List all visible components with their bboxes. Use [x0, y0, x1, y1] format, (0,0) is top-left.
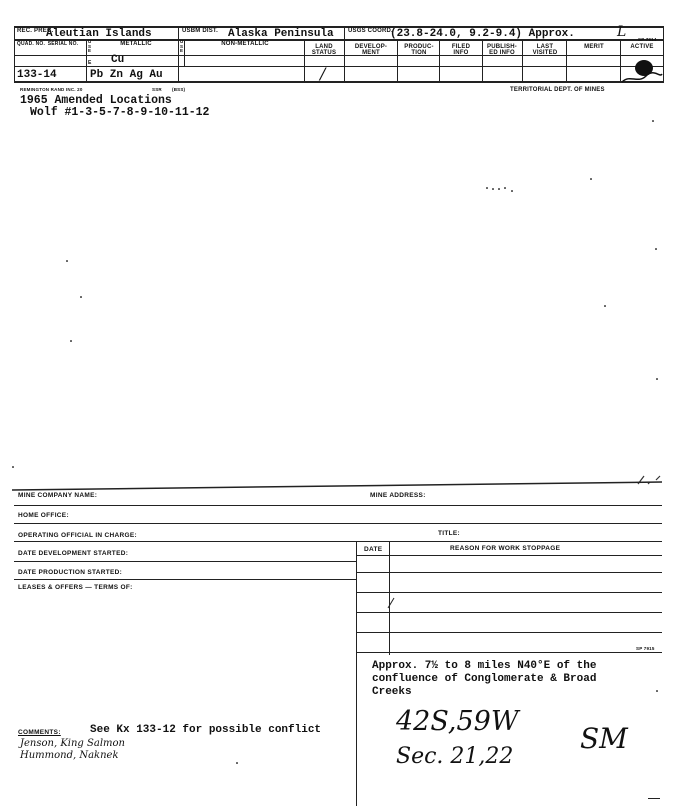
- date-col-header: DATE: [364, 546, 383, 553]
- speck: [498, 188, 500, 190]
- comments-hand-1: Jenson, King Salmon: [20, 738, 125, 749]
- leases-offers-label: LEASES & OFFERS — TERMS OF:: [18, 584, 133, 591]
- col-production: PRODUC-TION: [404, 44, 434, 56]
- metallic-main-value: Pb Zn Ag Au: [90, 69, 163, 81]
- speck: [656, 378, 658, 380]
- active-scribble: [620, 56, 664, 86]
- reason-col-header: REASON FOR WORK STOPPAGE: [450, 545, 561, 552]
- bottom-right-stub: [648, 798, 660, 799]
- rec-prec-value: Aleutian Islands: [46, 28, 152, 40]
- operating-official-label: OPERATING OFFICIAL IN CHARGE:: [18, 532, 137, 539]
- date-prod-started-label: DATE PRODUCTION STARTED:: [18, 569, 123, 576]
- note-line-2: Wolf #1-3-5-7-8-9-10-11-12: [30, 106, 210, 119]
- rule-home-office-top: [14, 505, 662, 506]
- header-vline-1: [14, 26, 15, 82]
- col-land-status: LAND STATUS: [311, 44, 337, 56]
- header-block: [14, 26, 664, 96]
- col-development: DEVELOP-MENT: [354, 44, 388, 56]
- home-office-label: HOME OFFICE:: [18, 512, 69, 519]
- usbm-dist-value: Alaska Peninsula: [228, 28, 334, 40]
- header-vline-3: [178, 26, 179, 82]
- speck: [656, 690, 658, 692]
- speck: [604, 305, 606, 307]
- ssr-label: SSR: [152, 87, 162, 92]
- speck: [236, 762, 238, 764]
- col-use-code-2: U S E: [180, 39, 184, 53]
- header-vline-11: [566, 39, 567, 82]
- speck: [652, 120, 654, 122]
- usgs-coord-label: USGS COORD.: [348, 28, 393, 34]
- rule-dev-bottom: [14, 561, 356, 562]
- usbm-dist-label: USBM DIST.: [182, 28, 219, 34]
- use-letter-e1: E: [88, 60, 92, 66]
- metallic-top-value: Cu: [111, 54, 125, 66]
- stoppage-row-rule-4: [356, 632, 662, 633]
- speck: [492, 188, 494, 190]
- form-number-2: SP 7915: [636, 646, 655, 651]
- printer-label: REMINGTON RAND INC. 20: [20, 87, 83, 92]
- col-quad-no: QUAD. NO.: [16, 41, 46, 47]
- location-line-3: Creeks: [372, 686, 412, 698]
- stoppage-tick: [386, 596, 396, 610]
- stoppage-header-rule: [356, 555, 662, 556]
- speck: [80, 296, 82, 298]
- location-line-2: confluence of Conglomerate & Broad: [372, 673, 597, 685]
- stoppage-row-rule-5: [356, 652, 662, 653]
- mine-company-name-label: MINE COMPANY NAME:: [18, 492, 98, 499]
- rule-prod-bottom: [14, 579, 356, 580]
- handwritten-section: Sec. 21,22: [396, 744, 514, 769]
- handwritten-township: 42S,59W: [396, 706, 519, 737]
- speck: [70, 340, 72, 342]
- comments-typed: See Kx 133-12 for possible conflict: [90, 724, 322, 736]
- speck: [590, 178, 592, 180]
- speck: [12, 466, 14, 468]
- territorial-dept: TERRITORIAL DEPT. OF MINES: [510, 87, 605, 93]
- usgs-coord-mark: L: [617, 24, 627, 40]
- stoppage-row-rule-3: [356, 612, 662, 613]
- ssr-code: (BSS): [172, 87, 186, 92]
- speck: [486, 187, 488, 189]
- stoppage-row-rule-1: [356, 572, 662, 573]
- rec-prec-label: REC. PREC.: [17, 28, 54, 34]
- header-vline-7: [397, 39, 398, 82]
- stoppage-row-rule-2: [356, 592, 662, 593]
- col-non-metallic: NON-METALLIC: [221, 41, 269, 47]
- comments-label: COMMENTS:: [18, 729, 61, 736]
- speck: [655, 248, 657, 250]
- col-merit: MERIT: [584, 44, 604, 50]
- header-vline-2: [86, 39, 87, 82]
- title-label: TITLE:: [438, 530, 461, 537]
- col-active: ACTIVE: [630, 44, 654, 50]
- header-vline-5: [304, 39, 305, 82]
- speck: [66, 260, 68, 262]
- col-filed-info: FILED INFO: [451, 44, 471, 56]
- quad-serial-value: 133-14: [17, 69, 57, 81]
- header-vline-10: [522, 39, 523, 82]
- form-number: SP 7914: [638, 37, 657, 42]
- col-published-info: PUBLISH-ED INFO: [487, 44, 517, 56]
- location-line-1: Approx. 7½ to 8 miles N40°E of the: [372, 660, 597, 672]
- comments-hand-2: Hummond, Naknek: [20, 750, 119, 761]
- col-use-code-1: U S E: [88, 39, 92, 53]
- note-line-1: 1965 Amended Locations: [20, 94, 172, 107]
- header-vline-8: [439, 39, 440, 82]
- speck: [504, 187, 506, 189]
- col-last-visited: LAST VISITED: [532, 44, 558, 56]
- mine-address-label: MINE ADDRESS:: [370, 492, 426, 499]
- col-serial-no: SERIAL NO.: [47, 41, 79, 47]
- header-vline-6: [344, 26, 345, 82]
- form-center-vline: [356, 541, 357, 806]
- speck: [511, 190, 513, 192]
- handwritten-initials: SM: [580, 722, 628, 755]
- land-status-mark: /: [320, 64, 326, 83]
- date-dev-started-label: DATE DEVELOPMENT STARTED:: [18, 550, 129, 557]
- rule-operating-bottom: [14, 541, 662, 542]
- rule-home-office-bottom: [14, 523, 662, 524]
- col-metallic: METALLIC: [120, 41, 152, 47]
- usgs-coord-value: (23.8-24.0, 9.2-9.4) Approx.: [390, 28, 575, 40]
- header-vline-9: [482, 39, 483, 82]
- form-top-rule: [12, 478, 662, 492]
